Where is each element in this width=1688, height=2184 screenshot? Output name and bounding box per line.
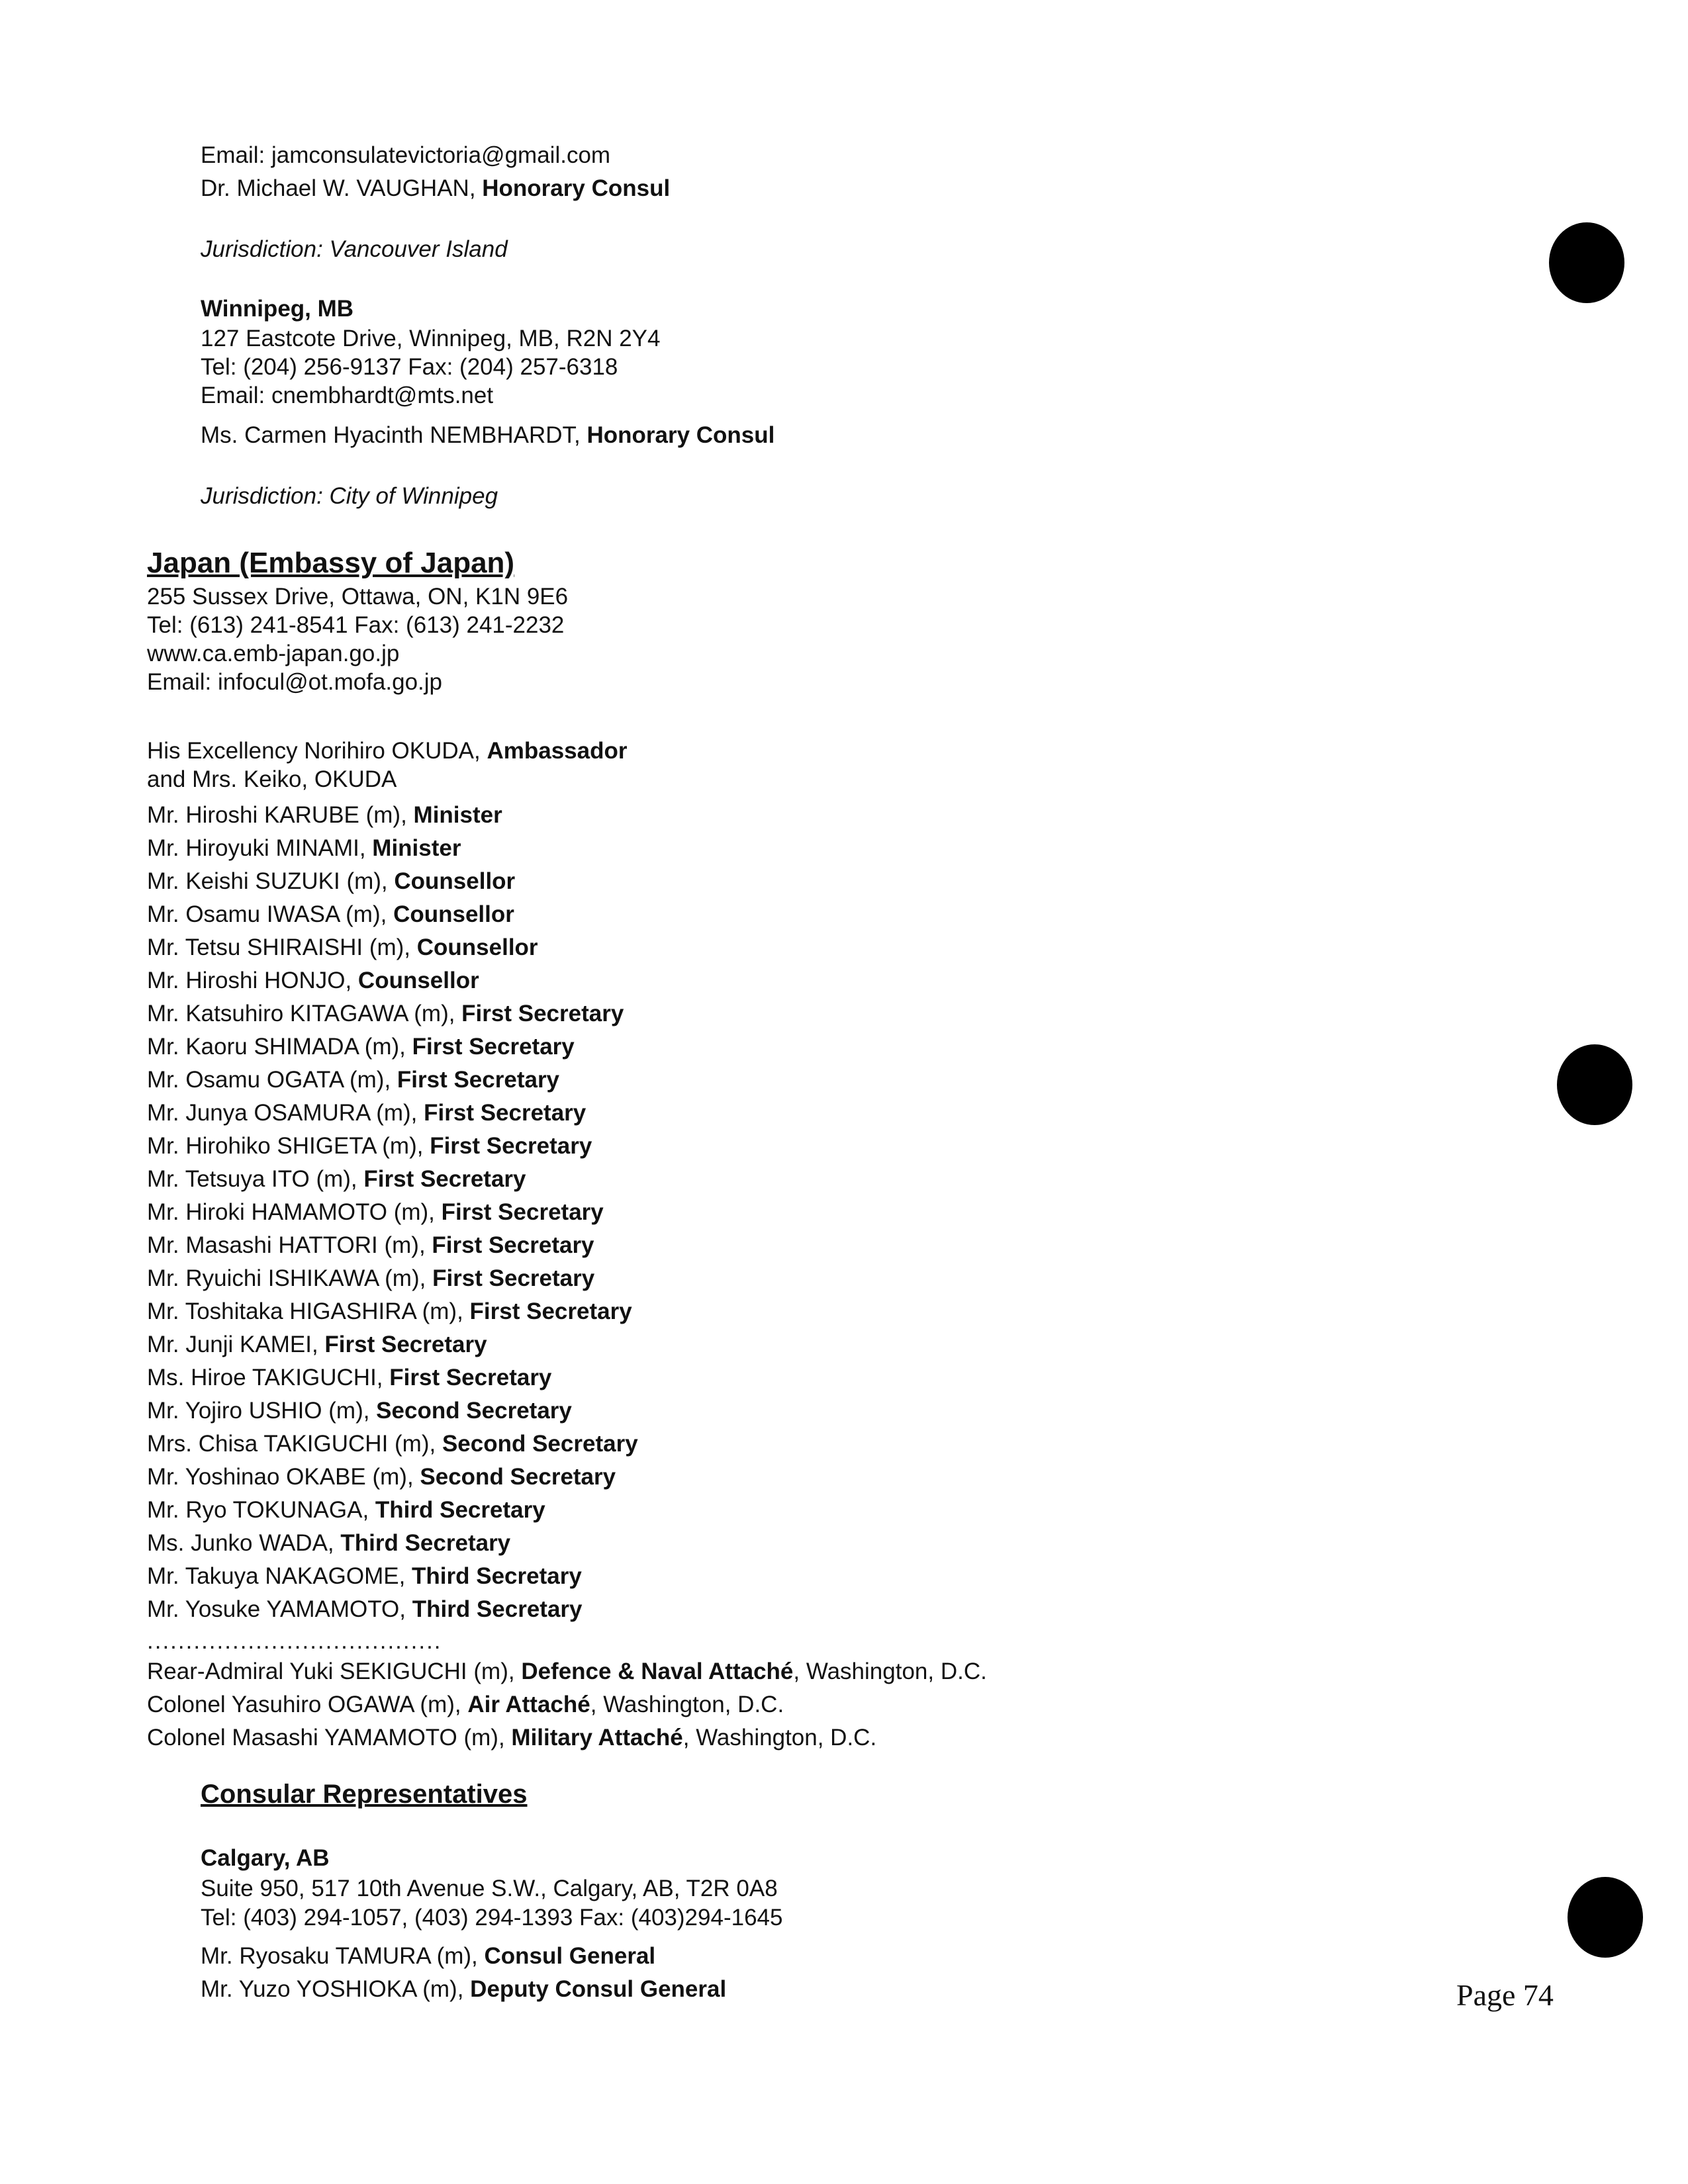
staff-title: Third Secretary bbox=[340, 1530, 511, 1556]
attache-location: , Washington, D.C. bbox=[793, 1659, 987, 1684]
staff-name: Mr. Tetsuya ITO (m), bbox=[147, 1166, 364, 1192]
ambassador-spouse: and Mrs. Keiko, OKUDA bbox=[147, 766, 397, 792]
staff-row bbox=[147, 1067, 559, 1093]
staff-title: First Secretary bbox=[363, 1166, 526, 1192]
consul-name: Dr. Michael W. VAUGHAN, bbox=[201, 175, 483, 201]
staff-name: Mr. Ryo TOKUNAGA, bbox=[147, 1497, 375, 1523]
staff-row bbox=[147, 1100, 586, 1126]
staff-row bbox=[147, 868, 515, 895]
consul-name: Ms. Carmen Hyacinth NEMBHARDT, bbox=[201, 422, 587, 448]
attache-location: , Washington, D.C. bbox=[590, 1692, 784, 1717]
staff-row bbox=[147, 1232, 594, 1259]
staff-name: Mr. Hirohiko SHIGETA (m), bbox=[147, 1133, 430, 1159]
staff-title: Second Secretary bbox=[420, 1464, 616, 1490]
staff-row bbox=[147, 1265, 594, 1292]
attache-location: , Washington, D.C. bbox=[682, 1725, 877, 1751]
calgary-address: Suite 950, 517 10th Avenue S.W., Calgary, AB, T2R 0A8 bbox=[201, 1876, 778, 1901]
staff-row bbox=[147, 1464, 616, 1490]
staff-row bbox=[147, 901, 514, 928]
punch-hole bbox=[1568, 1877, 1643, 1958]
consul-title: Honorary Consul bbox=[482, 175, 671, 201]
staff-title: Third Secretary bbox=[412, 1596, 583, 1622]
japan-heading: Japan (Embassy of Japan) bbox=[147, 547, 515, 579]
japan-tel: Tel: (613) 241-8541 Fax: (613) 241-2232 bbox=[147, 612, 565, 638]
staff-row bbox=[147, 1332, 487, 1358]
calgary-staff-row bbox=[201, 1976, 726, 2003]
ambassador-name: His Excellency Norihiro OKUDA, bbox=[147, 738, 487, 764]
staff-row bbox=[147, 1398, 572, 1424]
staff-name: Mr. Junji KAMEI, bbox=[147, 1332, 325, 1357]
staff-name: Mr. Junya OSAMURA (m), bbox=[147, 1100, 424, 1126]
staff-name: Mr. Hiroki HAMAMOTO (m), bbox=[147, 1199, 442, 1225]
japan-address: 255 Sussex Drive, Ottawa, ON, K1N 9E6 bbox=[147, 584, 569, 610]
staff-name: Mr. Hiroshi HONJO, bbox=[147, 968, 358, 993]
attache-name: Colonel Masashi YAMAMOTO (m), bbox=[147, 1725, 512, 1751]
staff-title: Counsellor bbox=[394, 868, 516, 894]
japan-website: www.ca.emb-japan.go.jp bbox=[147, 641, 400, 666]
staff-row bbox=[147, 1563, 582, 1590]
staff-name: Mr. Takuya NAKAGOME, bbox=[147, 1563, 412, 1589]
ambassador-line bbox=[147, 738, 628, 764]
staff-title: Minister bbox=[413, 802, 502, 828]
staff-name: Mr. Keishi SUZUKI (m), bbox=[147, 868, 395, 894]
staff-row bbox=[147, 1199, 604, 1226]
staff-row bbox=[147, 1166, 526, 1193]
calgary-city: Calgary, AB bbox=[201, 1845, 330, 1871]
staff-row bbox=[147, 1365, 551, 1391]
staff-title: First Secretary bbox=[412, 1034, 575, 1060]
staff-title: First Secretary bbox=[397, 1067, 560, 1093]
staff-title: Third Secretary bbox=[412, 1563, 582, 1589]
staff-title: First Secretary bbox=[430, 1133, 592, 1159]
staff-row bbox=[147, 1001, 624, 1027]
staff-name: Mr. Yosuke YAMAMOTO, bbox=[147, 1596, 412, 1622]
staff-title: First Secretary bbox=[469, 1298, 632, 1324]
staff-title: Counsellor bbox=[416, 934, 538, 960]
attache-title: Air Attaché bbox=[467, 1692, 590, 1717]
staff-row bbox=[147, 1530, 510, 1557]
winnipeg-tel: Tel: (204) 256-9137 Fax: (204) 257-6318 bbox=[201, 354, 618, 380]
consul-title: Honorary Consul bbox=[586, 422, 775, 448]
winnipeg-city: Winnipeg, MB bbox=[201, 296, 354, 322]
staff-row bbox=[147, 1298, 632, 1325]
staff-name: Mr. Kaoru SHIMADA (m), bbox=[147, 1034, 412, 1060]
staff-name: Mr. Hiroyuki MINAMI, bbox=[147, 835, 373, 861]
staff-name: Mr. Osamu OGATA (m), bbox=[147, 1067, 397, 1093]
winnipeg-address: 127 Eastcote Drive, Winnipeg, MB, R2N 2Y4 bbox=[201, 326, 661, 351]
staff-title: Minister bbox=[372, 835, 461, 861]
staff-name: Mr. Toshitaka HIGASHIRA (m), bbox=[147, 1298, 470, 1324]
staff-title: Counsellor bbox=[357, 968, 479, 993]
attache-name: Colonel Yasuhiro OGAWA (m), bbox=[147, 1692, 468, 1717]
staff-name: Mrs. Chisa TAKIGUCHI (m), bbox=[147, 1431, 442, 1457]
calgary-staff-row bbox=[201, 1943, 655, 1970]
calgary-tel: Tel: (403) 294-1057, (403) 294-1393 Fax: (403)294-1645 bbox=[201, 1905, 783, 1931]
staff-title: Deputy Consul General bbox=[470, 1976, 727, 2002]
staff-name: Mr. Ryosaku TAMURA (m), bbox=[201, 1943, 485, 1969]
attache-row bbox=[147, 1725, 876, 1751]
separator-dots: ...................................... bbox=[147, 1628, 442, 1654]
staff-title: First Secretary bbox=[432, 1232, 594, 1258]
staff-name: Mr. Tetsu SHIRAISHI (m), bbox=[147, 934, 417, 960]
attache-row bbox=[147, 1692, 784, 1718]
staff-row bbox=[147, 934, 538, 961]
victoria-consul bbox=[201, 175, 670, 202]
staff-name: Mr. Yoshinao OKABE (m), bbox=[147, 1464, 420, 1490]
staff-row bbox=[147, 968, 479, 994]
staff-name: Ms. Junko WADA, bbox=[147, 1530, 341, 1556]
staff-row bbox=[147, 1133, 592, 1160]
attache-row bbox=[147, 1659, 987, 1685]
staff-row bbox=[147, 1034, 575, 1060]
attache-name: Rear-Admiral Yuki SEKIGUCHI (m), bbox=[147, 1659, 522, 1684]
staff-row bbox=[147, 1431, 638, 1457]
consular-heading: Consular Representatives bbox=[201, 1780, 528, 1809]
staff-row bbox=[147, 802, 502, 829]
staff-row bbox=[147, 1497, 545, 1524]
staff-title: Third Secretary bbox=[375, 1497, 545, 1523]
staff-title: First Secretary bbox=[432, 1265, 595, 1291]
staff-name: Mr. Yuzo YOSHIOKA (m), bbox=[201, 1976, 471, 2002]
attache-title: Defence & Naval Attaché bbox=[521, 1659, 794, 1684]
punch-hole bbox=[1557, 1044, 1632, 1125]
staff-title: Consul General bbox=[484, 1943, 656, 1969]
victoria-email: Email: jamconsulatevictoria@gmail.com bbox=[201, 142, 611, 168]
staff-title: First Secretary bbox=[461, 1001, 624, 1026]
page-number: Page 74 bbox=[1456, 1978, 1554, 2012]
staff-row bbox=[147, 835, 461, 862]
staff-title: First Secretary bbox=[424, 1100, 586, 1126]
staff-name: Mr. Masashi HATTORI (m), bbox=[147, 1232, 432, 1258]
staff-name: Mr. Osamu IWASA (m), bbox=[147, 901, 394, 927]
staff-title: Second Secretary bbox=[442, 1431, 638, 1457]
staff-row bbox=[147, 1596, 583, 1623]
attache-title: Military Attaché bbox=[511, 1725, 683, 1751]
japan-email: Email: infocul@ot.mofa.go.jp bbox=[147, 669, 443, 695]
staff-name: Mr. Hiroshi KARUBE (m), bbox=[147, 802, 414, 828]
staff-name: Mr. Katsuhiro KITAGAWA (m), bbox=[147, 1001, 462, 1026]
staff-name: Mr. Yojiro USHIO (m), bbox=[147, 1398, 377, 1424]
punch-hole bbox=[1549, 222, 1624, 303]
staff-name: Mr. Ryuichi ISHIKAWA (m), bbox=[147, 1265, 433, 1291]
winnipeg-consul bbox=[201, 422, 774, 449]
staff-title: First Secretary bbox=[389, 1365, 552, 1390]
winnipeg-jurisdiction: Jurisdiction: City of Winnipeg bbox=[201, 483, 498, 509]
winnipeg-email: Email: cnembhardt@mts.net bbox=[201, 383, 494, 408]
staff-title: First Secretary bbox=[324, 1332, 487, 1357]
staff-title: Counsellor bbox=[393, 901, 514, 927]
staff-name: Ms. Hiroe TAKIGUCHI, bbox=[147, 1365, 390, 1390]
victoria-jurisdiction: Jurisdiction: Vancouver Island bbox=[201, 236, 508, 262]
ambassador-title: Ambassador bbox=[487, 738, 628, 764]
staff-title: Second Secretary bbox=[376, 1398, 572, 1424]
staff-title: First Secretary bbox=[441, 1199, 604, 1225]
